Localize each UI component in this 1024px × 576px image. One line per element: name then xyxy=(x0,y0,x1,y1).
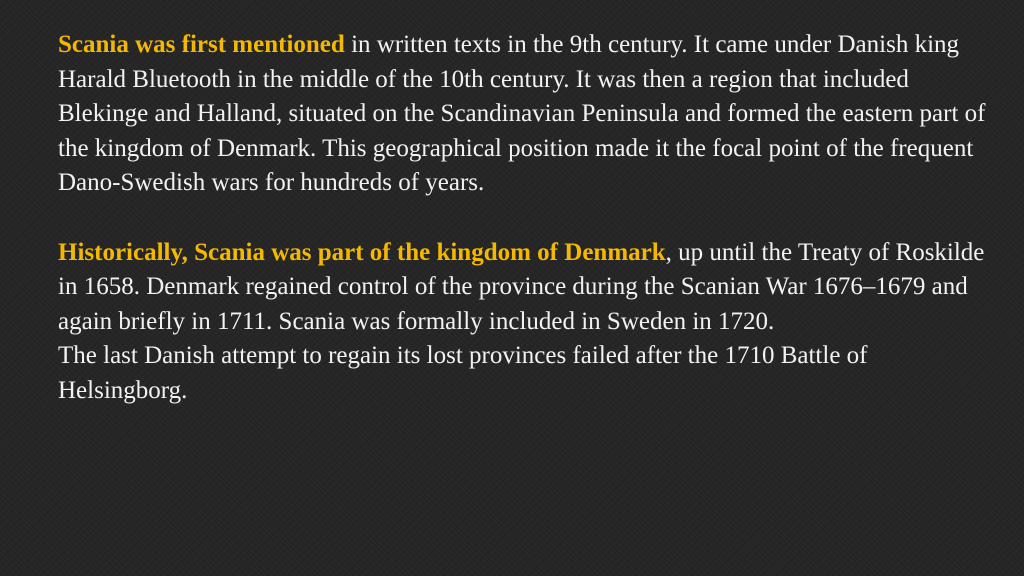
paragraph-first-mention xyxy=(58,28,988,201)
paragraph-historically-text: , up until the Treaty of Roskilde in 1658. Denmark regained control of the province during the Scanian War 1676–1679 and again briefly in 1711. Scania was formally included in Sweden in 1720. xyxy=(58,238,985,335)
paragraph-historically xyxy=(58,236,988,340)
highlight-historically: Historically, Scania was part of the kingdom of Denmark xyxy=(58,238,666,266)
paragraph-first-mention-text: in written texts in the 9th century. It came under Danish king Harald Bluetooth in the middle of the 10th century. It was then a region that included Blekinge and Halland, situated on the Scandinavian Peninsula and formed the eastern part of the kingdom of Denmark. This geographical position made it the focal point of the frequent Dano-Swedish wars for hundreds of years. xyxy=(58,31,986,196)
highlight-first-mention: Scania was first mentioned xyxy=(58,31,345,58)
slide-content xyxy=(58,28,988,408)
paragraph-last-attempt: The last Danish attempt to regain its lost provinces failed after the 1710 Battle of Helsingborg. xyxy=(58,342,868,404)
